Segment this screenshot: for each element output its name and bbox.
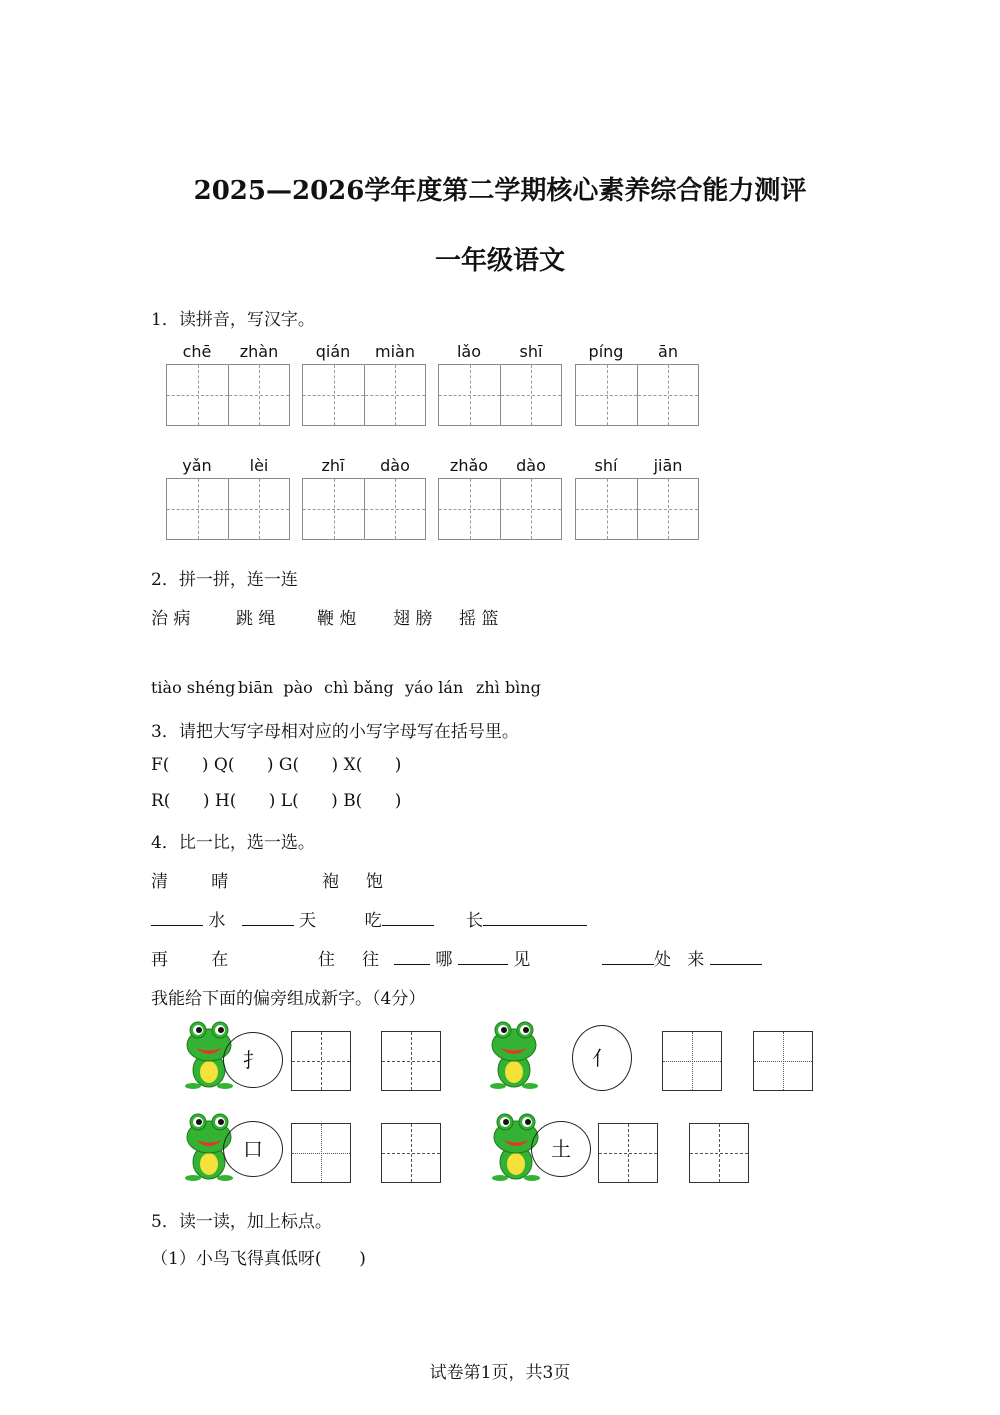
compare-pair: 袍 饱: [322, 872, 384, 892]
letter-line-2[interactable]: R( ) H( ) L( ) B( ): [151, 791, 402, 811]
pinyin-label: jiān: [653, 456, 683, 475]
writing-grid[interactable]: [166, 478, 290, 540]
pinyin-label: qián: [315, 342, 351, 361]
radicals-label: 我能给下面的偏旁组成新字。（4分）: [151, 989, 426, 1009]
answer-box[interactable]: [381, 1123, 441, 1183]
question-5-label: 5．读一读，加上标点。: [151, 1212, 332, 1232]
pinyin-label: zhàn: [239, 342, 279, 361]
answer-box[interactable]: [598, 1123, 658, 1183]
match-pinyin[interactable]: tiào shéng: [151, 678, 236, 697]
pinyin-label: lèi: [249, 456, 269, 475]
pinyin-label: lǎo: [456, 342, 482, 361]
writing-grid[interactable]: [575, 364, 699, 426]
answer-box[interactable]: [689, 1123, 749, 1183]
pinyin-label: miàn: [375, 342, 415, 361]
writing-grid[interactable]: [302, 364, 426, 426]
match-word[interactable]: 治 病: [151, 609, 191, 629]
compare-pair: 清 晴: [151, 872, 229, 892]
writing-grid[interactable]: [575, 478, 699, 540]
compare-pair: 再 在: [151, 950, 229, 970]
writing-grid[interactable]: [438, 478, 562, 540]
radical-circle: 亻: [572, 1025, 632, 1091]
writing-grid[interactable]: [302, 478, 426, 540]
pinyin-label: shī: [519, 342, 543, 361]
writing-grid[interactable]: [166, 364, 290, 426]
pinyin-label: chē: [182, 342, 212, 361]
match-word[interactable]: 跳 绳: [236, 609, 276, 629]
question-1-label: 1．读拼音，写汉字。: [151, 310, 315, 330]
radical-circle: 土: [531, 1121, 591, 1177]
answer-box[interactable]: [291, 1031, 351, 1091]
exam-subtitle: 一年级语文: [434, 246, 565, 276]
answer-box[interactable]: [753, 1031, 813, 1091]
match-word[interactable]: 摇 篮: [459, 609, 499, 629]
letter-line-1[interactable]: F( ) Q( ) G( ) X( ): [151, 755, 402, 775]
pinyin-label: dào: [380, 456, 410, 475]
pinyin-label: ān: [658, 342, 678, 361]
question-2-label: 2．拼一拼，连一连: [151, 570, 298, 590]
pinyin-label: dào: [516, 456, 546, 475]
writing-grid[interactable]: [438, 364, 562, 426]
answer-box[interactable]: [291, 1123, 351, 1183]
question-4-label: 4．比一比，选一选。: [151, 833, 315, 853]
compare-pair: 住 往: [318, 950, 380, 970]
match-pinyin[interactable]: biān pào: [238, 678, 313, 697]
radical-circle: 扌: [223, 1032, 283, 1088]
fill-line-2[interactable]: 哪 见: [394, 945, 530, 970]
punctuation-item-1[interactable]: （1）小鸟飞得真低呀( ): [151, 1249, 366, 1269]
pinyin-label: shí: [594, 456, 618, 475]
match-pinyin[interactable]: zhì bìng: [476, 678, 541, 697]
match-pinyin[interactable]: yáo lán: [405, 678, 464, 697]
pinyin-label: zhǎo: [449, 456, 489, 475]
page-footer: 试卷第1页，共3页: [429, 1363, 571, 1383]
exam-title: 2025—2026学年度第二学期核心素养综合能力测评: [193, 176, 807, 206]
fill-line-3[interactable]: 处 来: [602, 945, 762, 970]
pinyin-label: yǎn: [182, 456, 212, 475]
question-3-label: 3．请把大写字母相对应的小写字母写在括号里。: [151, 722, 519, 742]
answer-box[interactable]: [381, 1031, 441, 1091]
answer-box[interactable]: [662, 1031, 722, 1091]
match-word[interactable]: 翅 膀: [393, 609, 433, 629]
match-word[interactable]: 鞭 炮: [317, 609, 357, 629]
match-pinyin[interactable]: chì bǎng: [324, 678, 394, 697]
pinyin-label: píng: [588, 342, 624, 361]
fill-line-1[interactable]: 水 天 吃 长: [151, 906, 587, 931]
radical-circle: 口: [223, 1121, 283, 1177]
pinyin-label: zhī: [321, 456, 345, 475]
frog-icon: [489, 1020, 539, 1090]
